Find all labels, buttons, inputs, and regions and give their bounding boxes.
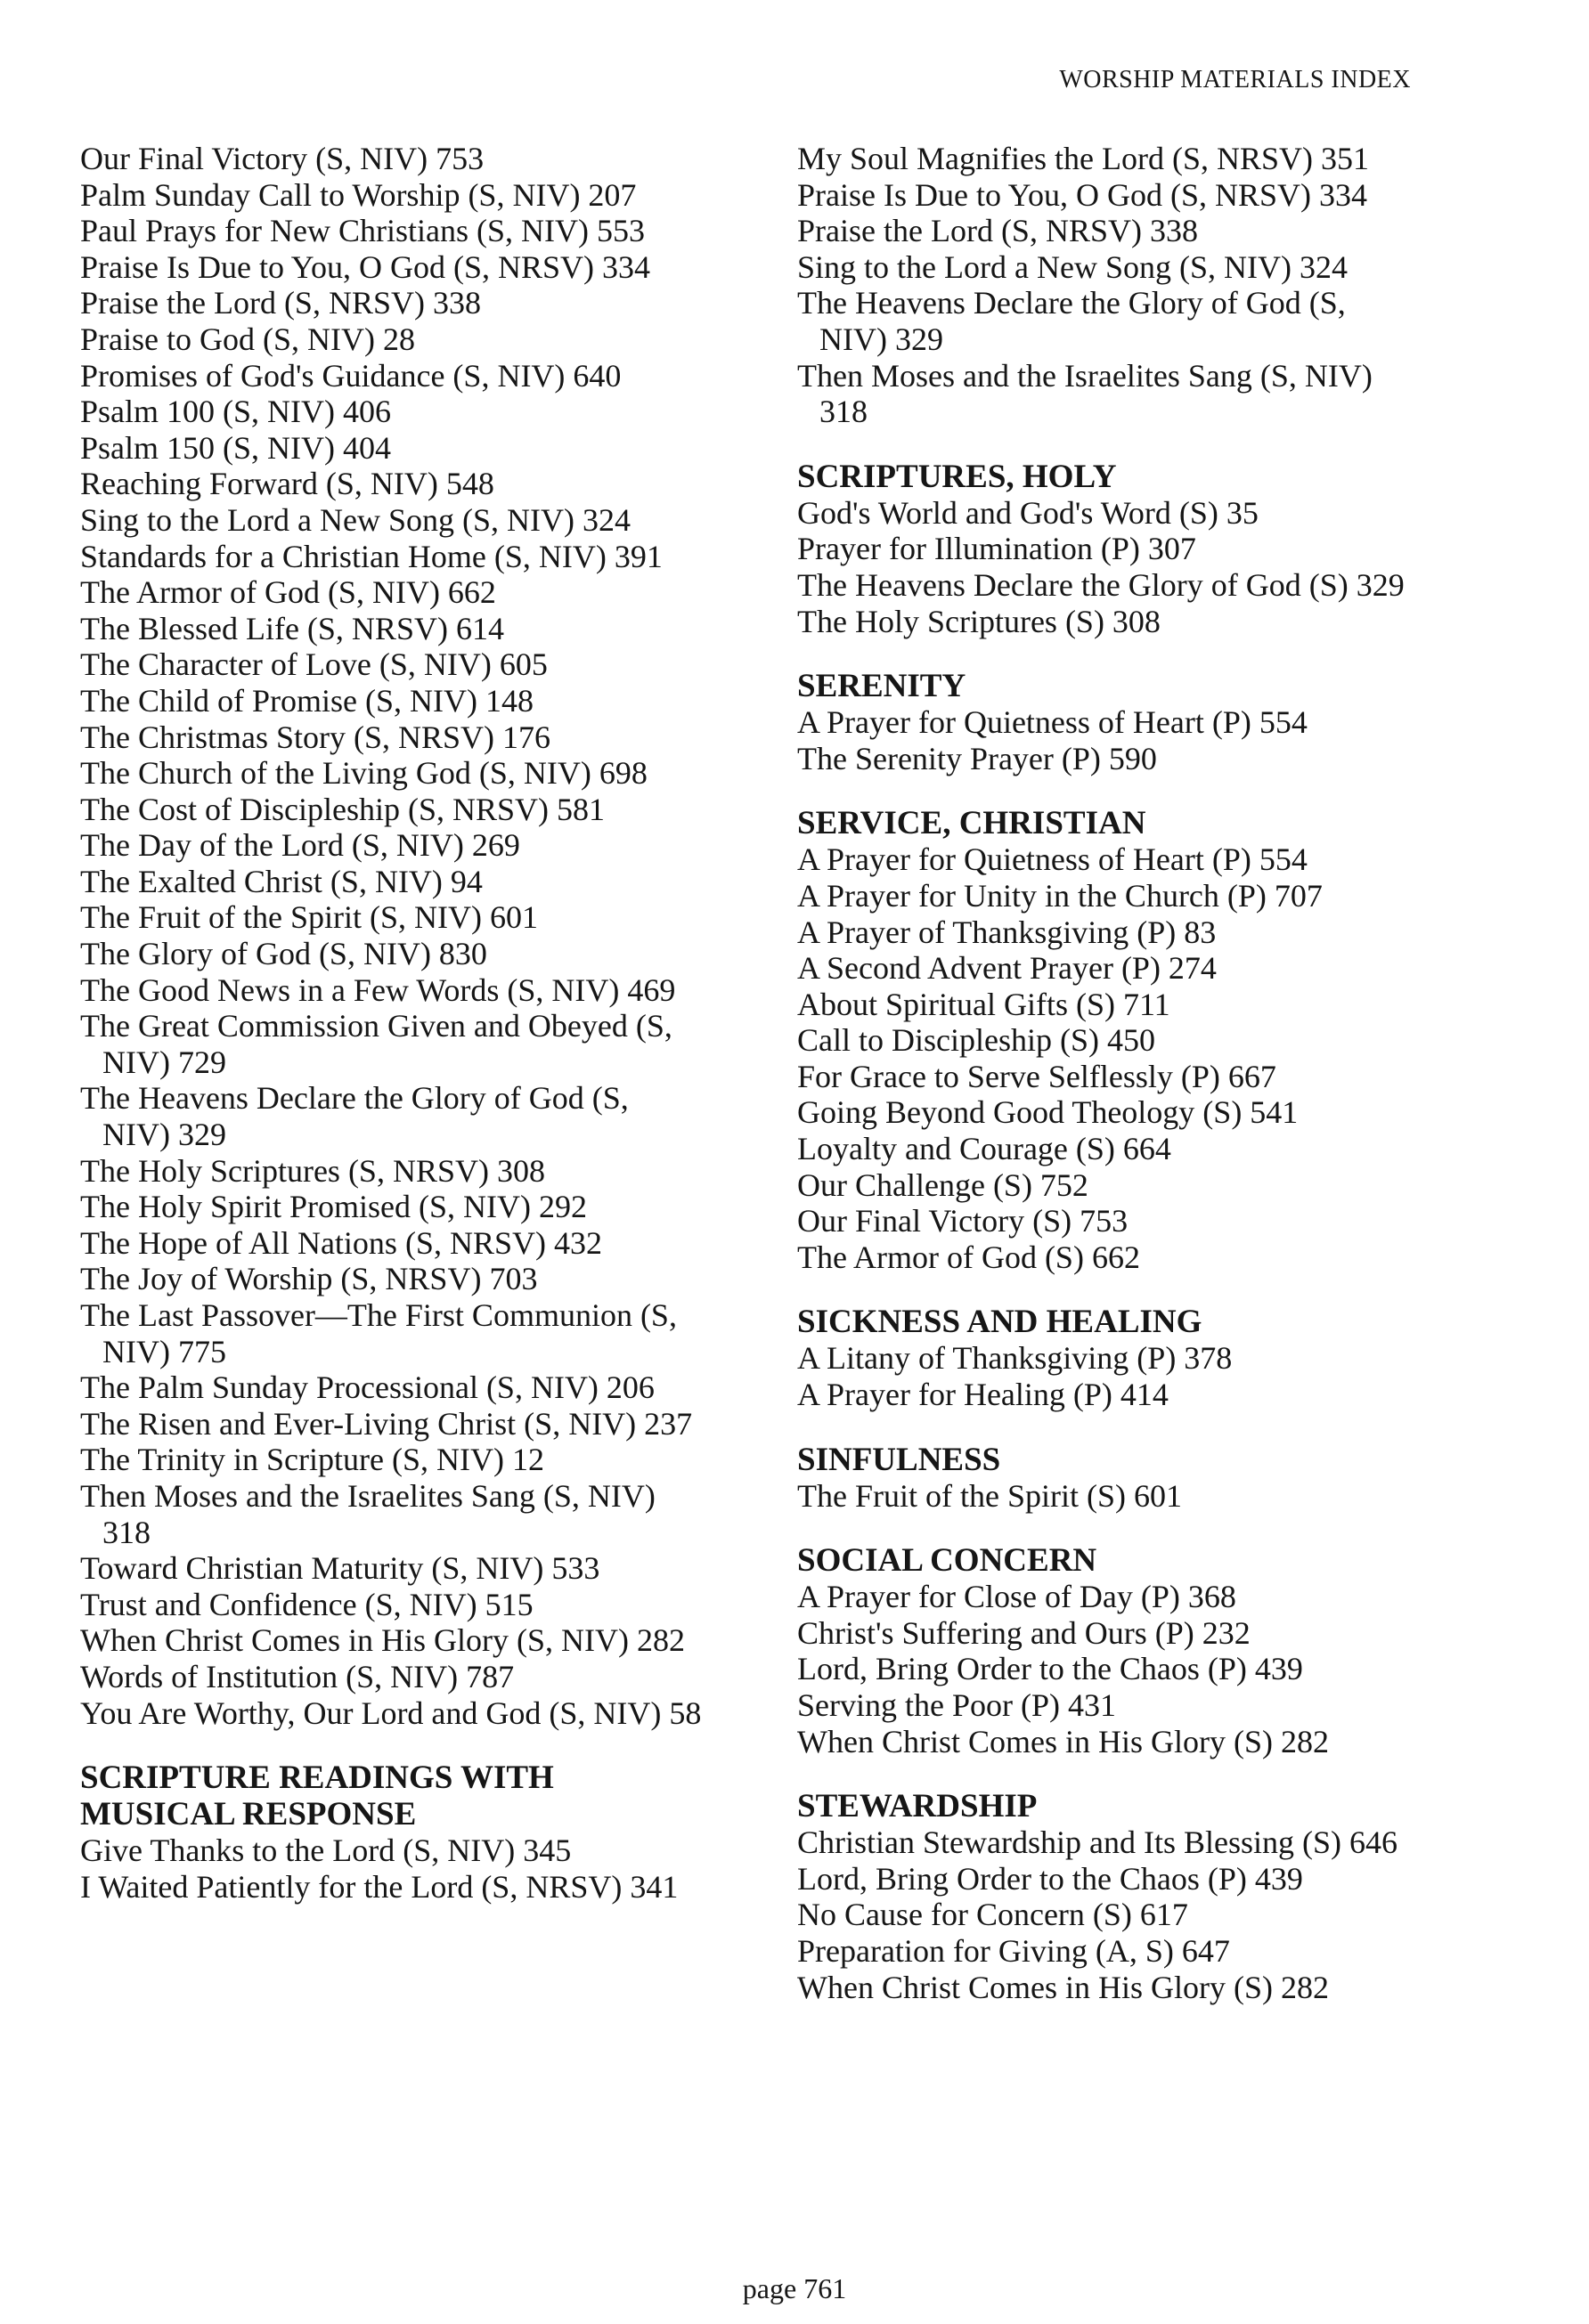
index-entry: Palm Sunday Call to Worship (S, NIV) 207 <box>80 176 637 213</box>
section-heading: SERVICE, CHRISTIAN <box>797 805 1146 842</box>
section-heading: SCRIPTURE READINGS WITH MUSICAL RESPONSE <box>80 1759 554 1833</box>
index-entry: Reaching Forward (S, NIV) 548 <box>80 466 494 502</box>
index-entry: A Litany of Thanksgiving (P) 378 <box>797 1340 1233 1377</box>
index-entry: The Armor of God (S) 662 <box>797 1239 1140 1275</box>
index-entry: Then Moses and the Israelites Sang (S, NIV) 318 <box>80 1477 656 1550</box>
section-scripture-readings <box>80 1759 704 1905</box>
index-entry: The Armor of God (S, NIV) 662 <box>80 574 496 611</box>
index-entry: Our Challenge (S) 752 <box>797 1166 1088 1203</box>
section-service-christian <box>797 805 1421 1275</box>
index-entry: Standards for a Christian Home (S, NIV) 391 <box>80 538 663 574</box>
index-entry: When Christ Comes in His Glory (S, NIV) 282 <box>80 1622 685 1659</box>
index-entry: The Exalted Christ (S, NIV) 94 <box>80 863 483 899</box>
index-entry: A Second Advent Prayer (P) 274 <box>797 950 1217 987</box>
index-entry: A Prayer for Quietness of Heart (P) 554 <box>797 704 1308 741</box>
index-entry: Going Beyond Good Theology (S) 541 <box>797 1094 1299 1131</box>
index-entry: The Holy Scriptures (S, NRSV) 308 <box>80 1152 545 1189</box>
index-entry: For Grace to Serve Selflessly (P) 667 <box>797 1058 1276 1094</box>
index-entry: The Church of the Living God (S, NIV) 698 <box>80 755 648 792</box>
index-entry: The Blessed Life (S, NRSV) 614 <box>80 610 504 646</box>
right-entries <box>797 141 1421 430</box>
index-entry: Serving the Poor (P) 431 <box>797 1687 1116 1723</box>
index-entry: The Good News in a Few Words (S, NIV) 469 <box>80 971 676 1008</box>
index-entry: The Risen and Ever-Living Christ (S, NIV) 237 <box>80 1405 693 1442</box>
section-serenity <box>797 668 1421 776</box>
section-heading: SERENITY <box>797 668 966 705</box>
index-entry: Words of Institution (S, NIV) 787 <box>80 1658 515 1694</box>
index-entry: A Prayer for Unity in the Church (P) 707 <box>797 877 1323 914</box>
section-stewardship <box>797 1788 1421 2005</box>
index-entry: Christ's Suffering and Ours (P) 232 <box>797 1614 1251 1651</box>
section-social-concern <box>797 1542 1421 1759</box>
index-entry: Praise to God (S, NIV) 28 <box>80 321 415 357</box>
left-entries <box>80 141 704 1731</box>
index-entry: The Day of the Lord (S, NIV) 269 <box>80 827 520 864</box>
index-entry: No Cause for Concern (S) 617 <box>797 1897 1188 1933</box>
index-entry: The Holy Spirit Promised (S, NIV) 292 <box>80 1189 587 1225</box>
index-entry: Give Thanks to the Lord (S, NIV) 345 <box>80 1832 572 1869</box>
index-entry: When Christ Comes in His Glory (S) 282 <box>797 1969 1329 2005</box>
index-entry: Praise the Lord (S, NRSV) 338 <box>80 285 481 321</box>
index-entry: The Trinity in Scripture (S, NIV) 12 <box>80 1442 544 1478</box>
index-entry: You Are Worthy, Our Lord and God (S, NIV) 58 <box>80 1694 702 1731</box>
section-sickness-and-healing <box>797 1304 1421 1412</box>
index-entry: Praise the Lord (S, NRSV) 338 <box>797 213 1198 249</box>
index-entry: The Joy of Worship (S, NRSV) 703 <box>80 1261 538 1297</box>
index-entry: Psalm 150 (S, NIV) 404 <box>80 429 391 466</box>
index-entry: Toward Christian Maturity (S, NIV) 533 <box>80 1550 600 1587</box>
index-entry: A Prayer for Quietness of Heart (P) 554 <box>797 841 1308 878</box>
index-entry: Sing to the Lord a New Song (S, NIV) 324 <box>80 501 631 538</box>
index-entry: The Heavens Declare the Glory of God (S, NIV) 329 <box>80 1080 629 1153</box>
index-entry: The Palm Sunday Processional (S, NIV) 206 <box>80 1369 655 1406</box>
index-entry: The Fruit of the Spirit (S, NIV) 601 <box>80 899 538 936</box>
index-entry: Praise Is Due to You, O God (S, NRSV) 334 <box>797 176 1368 213</box>
index-entry: My Soul Magnifies the Lord (S, NRSV) 351 <box>797 141 1369 176</box>
index-entry: Our Final Victory (S) 753 <box>797 1203 1129 1239</box>
index-entry: I Waited Patiently for the Lord (S, NRSV) 341 <box>80 1868 679 1905</box>
index-entry: The Fruit of the Spirit (S) 601 <box>797 1477 1182 1514</box>
index-entry: Prayer for Illumination (P) 307 <box>797 531 1196 567</box>
index-entry: Sing to the Lord a New Song (S, NIV) 324 <box>797 248 1348 285</box>
page-number: page 761 <box>742 2272 847 2304</box>
index-entry: Psalm 100 (S, NIV) 406 <box>80 394 391 430</box>
index-entry: When Christ Comes in His Glory (S) 282 <box>797 1723 1329 1759</box>
index-entry: Then Moses and the Israelites Sang (S, NIV) 318 <box>797 357 1373 430</box>
section-heading: SOCIAL CONCERN <box>797 1542 1097 1580</box>
section-heading: SICKNESS AND HEALING <box>797 1304 1202 1341</box>
index-entry: The Serenity Prayer (P) 590 <box>797 740 1157 776</box>
index-entry: Paul Prays for New Christians (S, NIV) 553 <box>80 213 645 249</box>
index-entry: The Heavens Declare the Glory of God (S, NIV) 329 <box>797 285 1346 357</box>
index-entry: Call to Discipleship (S) 450 <box>797 1022 1155 1059</box>
index-entry: The Child of Promise (S, NIV) 148 <box>80 682 534 719</box>
index-entry: God's World and God's Word (S) 35 <box>797 494 1259 531</box>
section-sinfulness <box>797 1442 1421 1515</box>
section-heading: SCRIPTURES, HOLY <box>797 458 1117 495</box>
running-header: WORSHIP MATERIALS INDEX <box>1059 66 1411 93</box>
index-entry: Lord, Bring Order to the Chaos (P) 439 <box>797 1651 1303 1687</box>
index-entry: Promises of God's Guidance (S, NIV) 640 <box>80 357 622 394</box>
index-entry: The Holy Scriptures (S) 308 <box>797 603 1161 639</box>
right-column <box>797 141 1421 2005</box>
index-entry: The Glory of God (S, NIV) 830 <box>80 936 487 972</box>
index-entry: Loyalty and Courage (S) 664 <box>797 1131 1171 1167</box>
section-heading: SINFULNESS <box>797 1441 1001 1478</box>
index-entry: The Hope of All Nations (S, NRSV) 432 <box>80 1224 602 1261</box>
index-entry: A Prayer of Thanksgiving (P) 83 <box>797 914 1217 950</box>
index-entry: The Heavens Declare the Glory of God (S) 329 <box>797 566 1405 603</box>
section-heading: STEWARDSHIP <box>797 1788 1038 1825</box>
index-entry: About Spiritual Gifts (S) 711 <box>797 986 1170 1022</box>
index-entry: A Prayer for Healing (P) 414 <box>797 1377 1169 1413</box>
index-entry: The Great Commission Given and Obeyed (S, NIV) 729 <box>80 1008 672 1080</box>
index-entry: The Cost of Discipleship (S, NRSV) 581 <box>80 791 605 827</box>
index-entry: A Prayer for Close of Day (P) 368 <box>797 1579 1236 1615</box>
left-column <box>80 141 704 1905</box>
index-entry: Lord, Bring Order to the Chaos (P) 439 <box>797 1860 1303 1897</box>
index-entry: Trust and Confidence (S, NIV) 515 <box>80 1586 534 1622</box>
index-entry: The Last Passover—The First Communion (S, NIV) 775 <box>80 1297 677 1369</box>
index-entry: The Christmas Story (S, NRSV) 176 <box>80 719 551 755</box>
index-entry: Praise Is Due to You, O God (S, NRSV) 334 <box>80 248 651 285</box>
index-entry: Christian Stewardship and Its Blessing (S) 646 <box>797 1824 1398 1861</box>
index-entry: Our Final Victory (S, NIV) 753 <box>80 141 485 176</box>
index-entry: The Character of Love (S, NIV) 605 <box>80 646 548 683</box>
section-scriptures-holy <box>797 459 1421 639</box>
index-entry: Preparation for Giving (A, S) 647 <box>797 1932 1230 1969</box>
